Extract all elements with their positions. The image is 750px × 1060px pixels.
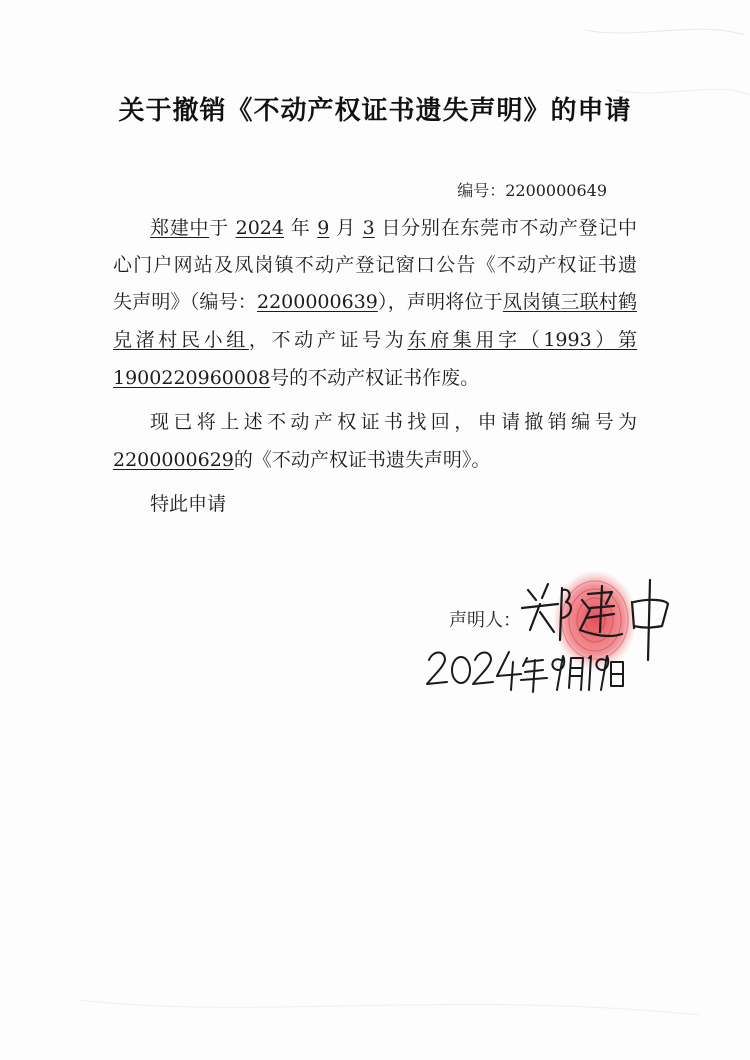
property-location-1: 凤岗镇三联村鹤 (502, 291, 637, 313)
handwritten-date (425, 638, 625, 693)
certificate-number-1: 东府集用字（1993）第 (407, 329, 637, 351)
serial-number (457, 178, 607, 201)
announce-day: 3 (362, 217, 375, 239)
paragraph-2-line-2: 2200000629的《不动产权证书遗失声明》。 (113, 449, 491, 471)
serial-label: 编号： (457, 181, 506, 200)
scan-artifact-bottom (0, 960, 750, 1060)
certificate-number-2: 1900220960008 (113, 367, 271, 389)
signatory-label: 声明人： (449, 610, 521, 631)
paragraph-1-line-5: 1900220960008号的不动产权证书作废。 (113, 367, 480, 389)
paragraph-2-line-1: 现已将上述不动产权证书找回，申请撤销编号为 (150, 411, 637, 433)
paragraph-1-line-2: 心门户网站及凤岗镇不动产登记窗口公告《不动产权证书遗 (113, 254, 637, 276)
property-location-2: 皃渚村民小组 (113, 329, 249, 351)
document-title: 关于撤销《不动产权证书遗失声明》的申请 (118, 96, 632, 126)
serial-value: 2200000649 (505, 181, 607, 200)
scan-artifact (575, 0, 750, 160)
paragraph-1-line-4: 皃渚村民小组，不动产证号为东府集用字（1993）第 (113, 329, 637, 351)
paragraph-1-line-1: 郑建中于 2024 年 9 月 3 日分别在东莞市不动产登记中 (150, 217, 637, 239)
closing-text: 特此申请 (150, 493, 227, 515)
announce-month: 9 (317, 217, 330, 239)
revoke-notice-number: 2200000629 (113, 449, 234, 471)
applicant-name: 郑建中 (150, 217, 210, 239)
announce-year: 2024 (235, 217, 284, 239)
previous-notice-number: 2200000639 (256, 291, 378, 313)
paragraph-1-line-3: 失声明》（编号：2200000639），声明将位于凤岗镇三联村鹤 (113, 291, 637, 313)
